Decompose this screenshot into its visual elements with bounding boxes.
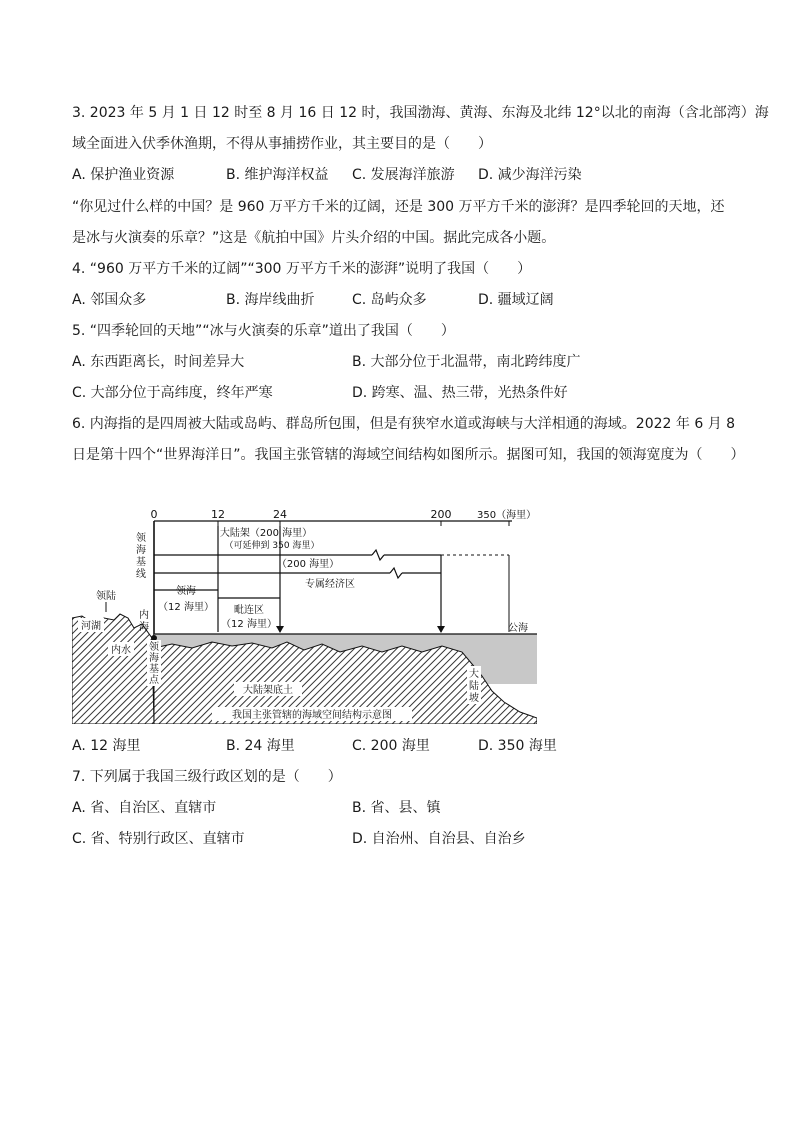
q3-stem-line2: 域全面进入伏季休渔期，不得从事捕捞作业，其主要目的是（ ） bbox=[72, 136, 492, 152]
q3-option-a: A. 保护渔业资源 bbox=[72, 167, 175, 183]
q6-stem-line2: 日是第十四个“世界海洋日”。我国主张管辖的海域空间结构如图所示。据图可知，我国的领海宽度为（ ） bbox=[72, 447, 745, 463]
high-seas-label: 公海 bbox=[508, 623, 528, 634]
q5-option-a: A. 东西距离长，时间差异大 bbox=[72, 354, 245, 370]
slope-char2: 陆 bbox=[469, 681, 479, 692]
maritime-zones-diagram bbox=[72, 506, 537, 724]
q6-option-d: D. 350 海里 bbox=[478, 738, 557, 754]
q7-option-a: A. 省、自治区、直辖市 bbox=[72, 800, 217, 816]
intro-line2: 是冰与火演奏的乐章？”这是《航拍中国》片头介绍的中国。据此完成各小题。 bbox=[72, 230, 556, 246]
q6-stem-line1: 6. 内海指的是四周被大陆或岛屿、群岛所包围，但是有狭窄水道或海峡与大洋相通的海域。2022 年 6 月 8 bbox=[72, 416, 736, 432]
shelf-floor-label: 大陆架底土 bbox=[243, 685, 293, 696]
baseline-label-char4: 线 bbox=[136, 569, 146, 580]
territorial-sea-nm: （12 海里） bbox=[158, 602, 214, 613]
q7-option-d: D. 自治州、自治县、自治乡 bbox=[352, 831, 526, 847]
base-point-char4: 点 bbox=[149, 675, 159, 686]
q3-option-b: B. 维护海洋权益 bbox=[226, 167, 329, 183]
eez-label: 专属经济区 bbox=[305, 579, 355, 590]
q6-option-c: C. 200 海里 bbox=[352, 738, 430, 754]
baseline-label-char2: 海 bbox=[136, 545, 146, 556]
inner-sea-char2: 海 bbox=[139, 622, 149, 633]
q4-stem: 4. “960 万平方千米的辽阔”“300 万平方千米的澎湃”说明了我国（ ） bbox=[72, 261, 532, 277]
tick-label-0: 0 bbox=[150, 508, 158, 521]
contiguous-arrow bbox=[276, 626, 284, 633]
q4-option-d: D. 疆域辽阔 bbox=[478, 292, 554, 308]
base-point-char1: 领 bbox=[149, 642, 159, 653]
base-point-char3: 基 bbox=[149, 664, 159, 675]
eez-arrow bbox=[437, 626, 445, 633]
q4-option-a: A. 邻国众多 bbox=[72, 292, 147, 308]
tick-label-12: 12 bbox=[211, 508, 225, 521]
diagram-caption: 我国主张管辖的海域空间结构示意图 bbox=[232, 710, 392, 721]
q6-option-a: A. 12 海里 bbox=[72, 738, 141, 754]
inner-water-label: 内水 bbox=[111, 645, 131, 656]
contiguous-nm: （12 海里） bbox=[221, 619, 277, 630]
q7-option-b: B. 省、县、镇 bbox=[352, 800, 441, 816]
q3-option-c: C. 发展海洋旅游 bbox=[352, 167, 455, 183]
q3-stem-line1: 3. 2023 年 5 月 1 日 12 时至 8 月 16 日 12 时，我国渤海、黄海、东海及北纬 12°以北的南海（含北部湾）海 bbox=[72, 105, 769, 121]
q5-option-b: B. 大部分位于北温带，南北跨纬度广 bbox=[352, 354, 581, 370]
q6-option-b: B. 24 海里 bbox=[226, 738, 295, 754]
q5-option-d: D. 跨寒、温、热三带，光热条件好 bbox=[352, 385, 568, 401]
shelf-label-1: 大陆架（200 海里） bbox=[219, 528, 313, 539]
q7-option-c: C. 省、特别行政区、直辖市 bbox=[72, 831, 245, 847]
q3-option-d: D. 减少海洋污染 bbox=[478, 167, 582, 183]
intro-line1: “你见过什么样的中国？是 960 万平方千米的辽阔，还是 300 万平方千米的澎湃？是四季轮回的天地，还 bbox=[72, 199, 725, 215]
base-point-char2: 海 bbox=[149, 653, 159, 664]
contiguous-label: 毗连区 bbox=[234, 605, 264, 616]
inner-sea-char1: 内 bbox=[139, 610, 149, 621]
shelf-break-mark bbox=[372, 550, 384, 560]
tick-label-24: 24 bbox=[273, 508, 287, 521]
tick-label-200: 200 bbox=[430, 508, 452, 521]
baseline-label-char3: 基 bbox=[136, 557, 146, 568]
lake-label: 河湖 bbox=[81, 621, 101, 632]
tick-label-350: 350（海里） bbox=[477, 510, 537, 521]
q4-option-c: C. 岛屿众多 bbox=[352, 292, 427, 308]
baseline-label-char1: 领 bbox=[136, 533, 146, 544]
eez-break-mark bbox=[390, 568, 402, 578]
eez-nm-label: （200 海里） bbox=[276, 559, 340, 570]
slope-char3: 坡 bbox=[469, 693, 479, 704]
q5-option-c: C. 大部分位于高纬度，终年严寒 bbox=[72, 385, 273, 401]
q5-stem: 5. “四季轮回的天地”“冰与火演奏的乐章”道出了我国（ ） bbox=[72, 323, 455, 339]
slope-char1: 大 bbox=[469, 669, 479, 680]
territorial-sea-label: 领海 bbox=[176, 586, 196, 597]
q4-option-b: B. 海岸线曲折 bbox=[226, 292, 315, 308]
maritime-zones-svg bbox=[72, 506, 537, 724]
q7-stem: 7. 下列属于我国三级行政区划的是（ ） bbox=[72, 769, 342, 785]
shelf-label-2: （可延伸到 350 海里） bbox=[224, 541, 320, 551]
land-label: 领陆 bbox=[96, 591, 116, 602]
